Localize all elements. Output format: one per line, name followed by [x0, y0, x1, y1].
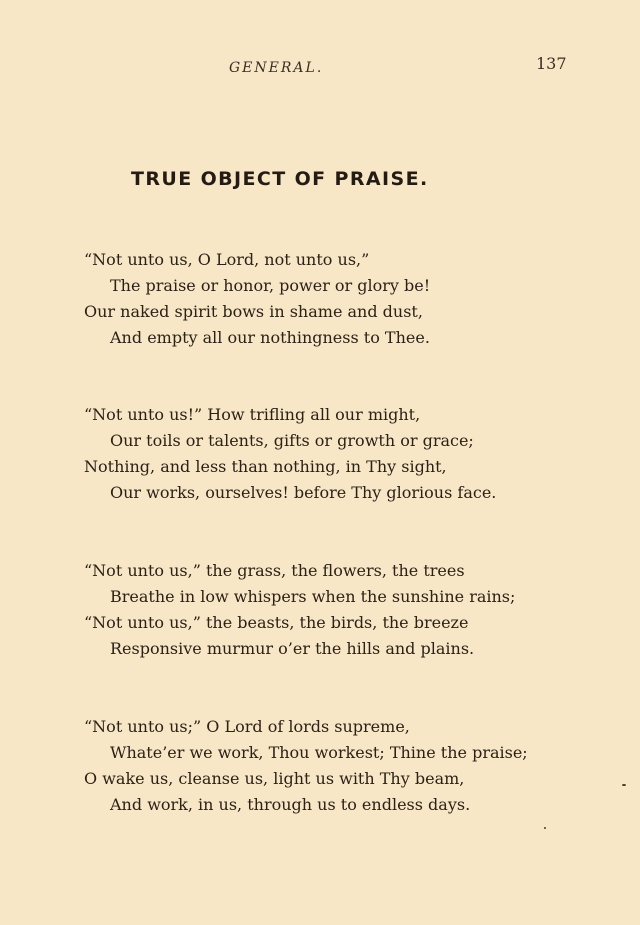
- stanza-3-line-3: “Not unto us,” the beasts, the birds, the breeze: [84, 613, 469, 632]
- stanza-3-line-1: “Not unto us,” the grass, the flowers, the trees: [84, 561, 465, 580]
- stanza-2-line-1: “Not unto us!” How trifling all our might,: [84, 405, 421, 424]
- ink-speck: [544, 827, 546, 829]
- poem-title-text: TRUE OBJECT OF PRAISE.: [131, 168, 429, 190]
- stanza-1-line-3: Our naked spirit bows in shame and dust,: [84, 302, 423, 321]
- stanza-4-line-1: “Not unto us;” O Lord of lords supreme,: [84, 717, 410, 736]
- stanza-1-line-1: “Not unto us, O Lord, not unto us,”: [84, 250, 370, 269]
- running-title: GENERAL.: [229, 60, 324, 76]
- page-number: 137: [536, 54, 567, 73]
- stanza-1-line-2: The praise or honor, power or glory be!: [110, 276, 431, 295]
- poem-title: [0, 168, 640, 192]
- stanza-4-line-3: O wake us, cleanse us, light us with Thy beam,: [84, 769, 465, 788]
- stanza-4-line-4: And work, in us, through us to endless days.: [110, 795, 471, 814]
- stanza-2-line-3: Nothing, and less than nothing, in Thy sight,: [84, 457, 447, 476]
- running-head: [0, 54, 640, 80]
- ink-speck: [622, 784, 626, 786]
- stanza-4-line-2: Whate’er we work, Thou workest; Thine the praise;: [110, 743, 528, 762]
- stanza-1-line-4: And empty all our nothingness to Thee.: [110, 328, 430, 347]
- stanza-3-line-2: Breathe in low whispers when the sunshine rains;: [110, 587, 516, 606]
- stanza-2-line-2: Our toils or talents, gifts or growth or grace;: [110, 431, 474, 450]
- stanza-3-line-4: Responsive murmur o’er the hills and plains.: [110, 639, 475, 658]
- stanza-2-line-4: Our works, ourselves! before Thy glorious face.: [110, 483, 497, 502]
